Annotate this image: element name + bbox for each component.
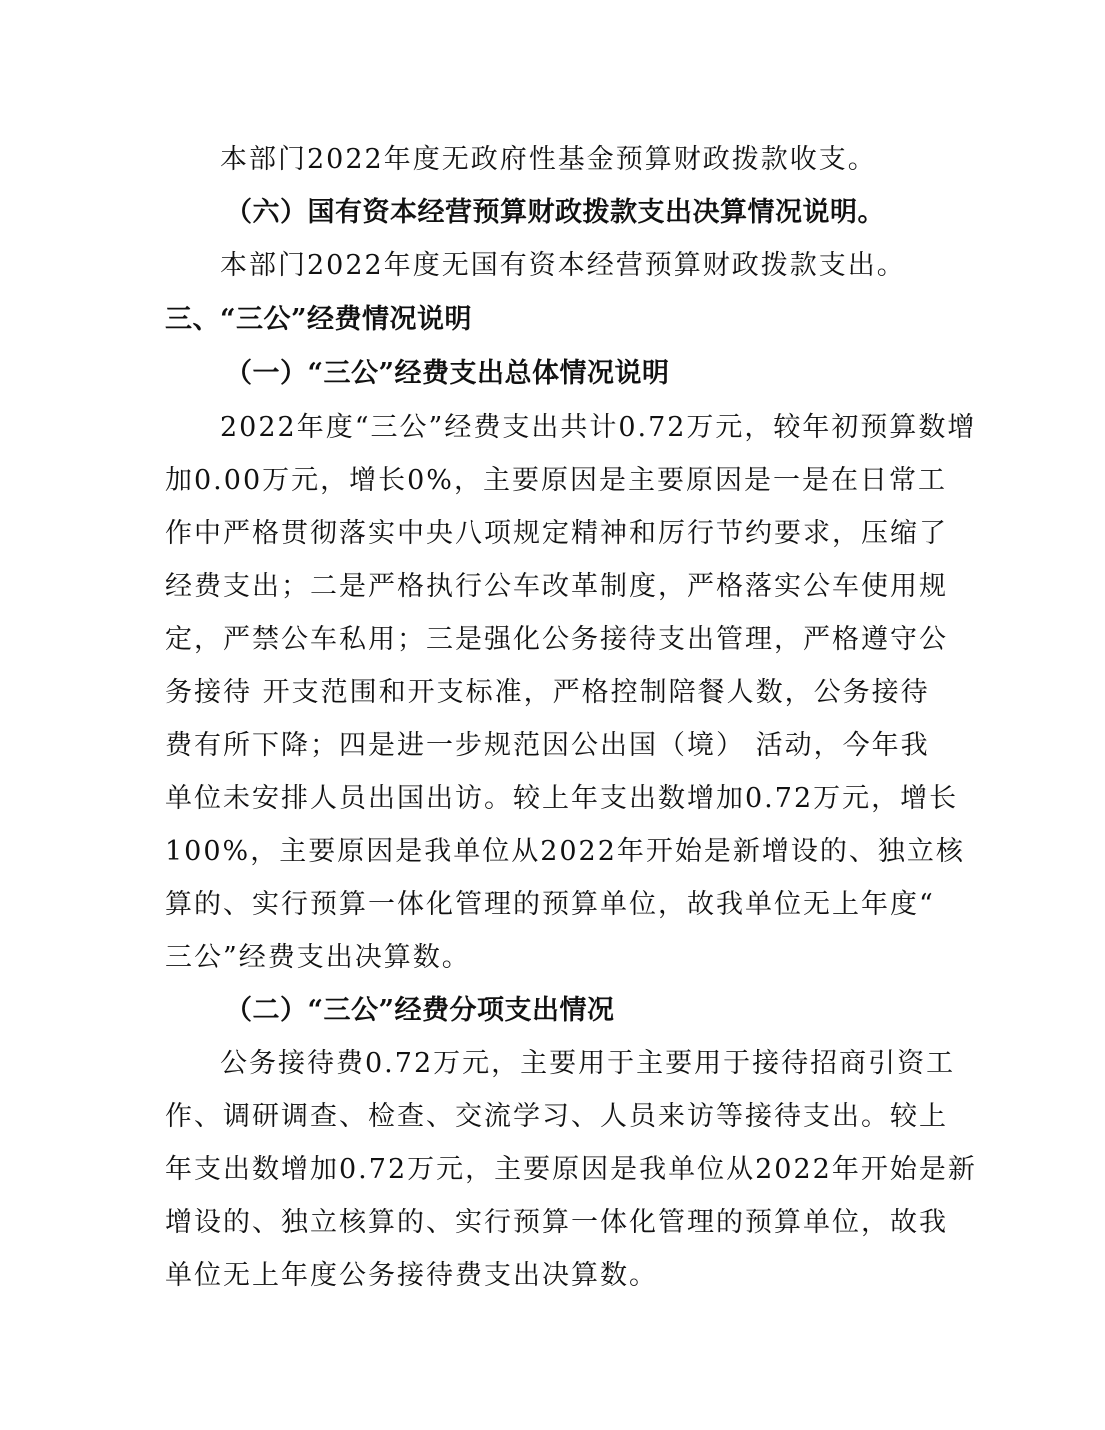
- paragraph-line: 年支出数增加0.72万元，主要原因是我单位从2022年开始是新: [165, 1154, 977, 1185]
- paragraph-line: 费有所下降；四是进一步规范因公出国（境） 活动，今年我: [165, 730, 930, 761]
- paragraph-line: 2022年度“三公”经费支出共计0.72万元，较年初预算数增: [220, 412, 977, 443]
- section-heading: （六）国有资本经营预算财政拨款支出决算情况说明。: [225, 197, 885, 228]
- paragraph-line: 单位未安排人员出国出访。较上年支出数增加0.72万元，增长: [165, 783, 959, 814]
- section-heading: （二）“三公”经费分项支出情况: [225, 995, 615, 1026]
- paragraph-line: 算的、实行预算一体化管理的预算单位，故我单位无上年度“: [165, 889, 935, 920]
- paragraph-line: 务接待 开支范围和开支标准，严格控制陪餐人数，公务接待: [165, 677, 930, 708]
- section-heading: （一）“三公”经费支出总体情况说明: [225, 358, 670, 389]
- paragraph-line: 公务接待费0.72万元，主要用于主要用于接待招商引资工: [220, 1048, 956, 1079]
- paragraph-line: 经费支出；二是严格执行公车改革制度，严格落实公车使用规: [165, 571, 948, 602]
- paragraph-line: 三公”经费支出决算数。: [165, 942, 471, 973]
- paragraph-line: 本部门2022年度无国有资本经营预算财政拨款支出。: [220, 250, 906, 281]
- paragraph-line: 加0.00万元，增长0%，主要原因是主要原因是一是在日常工: [165, 465, 947, 496]
- paragraph-line: 作、调研调查、检查、交流学习、人员来访等接待支出。较上: [165, 1101, 948, 1132]
- paragraph-line: 作中严格贯彻落实中央八项规定精神和厉行节约要求，压缩了: [165, 518, 948, 549]
- paragraph-line: 定，严禁公车私用；三是强化公务接待支出管理，严格遵守公: [165, 624, 948, 655]
- paragraph-line: 增设的、独立核算的、实行预算一体化管理的预算单位，故我: [165, 1207, 948, 1238]
- chapter-heading: 三、“三公”经费情况说明: [165, 304, 473, 335]
- paragraph-line: 单位无上年度公务接待费支出决算数。: [165, 1260, 658, 1291]
- paragraph-line: 100%，主要原因是我单位从2022年开始是新增设的、独立核: [165, 836, 965, 867]
- paragraph-line: 本部门2022年度无政府性基金预算财政拨款收支。: [220, 144, 877, 175]
